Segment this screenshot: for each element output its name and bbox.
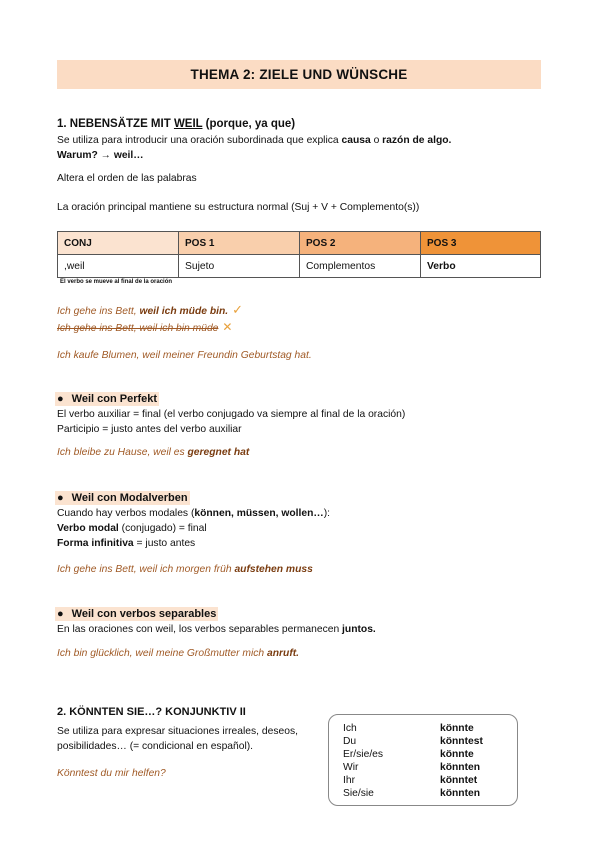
check-icon: ✓ [232, 302, 244, 317]
section1-heading-post: (porque, ya que) [202, 118, 296, 130]
perfekt-example-bold: geregnet hat [187, 447, 250, 458]
conjugation-row [343, 775, 503, 787]
example-incorrect-text: Ich gehe ins Bett, weil ich bin müde [57, 323, 219, 334]
perfekt-heading-text: Weil con Perfekt [71, 393, 158, 405]
word-order-table [57, 231, 541, 278]
section1-heading [57, 118, 295, 130]
conjugation-row [343, 736, 503, 748]
pronoun: Er/sie/es [343, 749, 384, 760]
pronoun: Sie/sie [343, 788, 374, 799]
verb-form: könnte [440, 749, 474, 760]
bullet-icon: ● [57, 492, 64, 504]
modal-line1-bold: können, müssen, wollen… [194, 508, 324, 519]
bullet-icon: ● [57, 608, 64, 620]
modal-example-text: Ich gehe ins Bett, weil ich morgen früh [57, 564, 235, 575]
conjugation-row [343, 788, 503, 800]
table-cell-pos3: Verbo [421, 255, 541, 278]
altera-line: Altera el orden de las palabras [57, 173, 197, 184]
table-header-pos2: POS 2 [300, 232, 421, 255]
verb-form: könnten [440, 788, 481, 799]
modal-line3 [57, 537, 195, 551]
modal-example [57, 564, 313, 575]
table-note: El verbo se mueve al final de la oración [60, 279, 173, 285]
page-title [57, 60, 541, 89]
pronoun: Ihr [343, 775, 356, 786]
conjugation-row [343, 762, 503, 774]
bullet-icon: ● [57, 393, 64, 405]
section2-example: Könntest du mir helfen? [57, 768, 166, 779]
modal-line2-bold: Verbo modal [57, 523, 119, 534]
verb-form: könntest [440, 736, 483, 747]
perfekt-heading [55, 392, 159, 406]
table-header-row [58, 232, 541, 255]
table-header-pos3: POS 3 [421, 232, 541, 255]
cross-icon: ✕ [222, 320, 233, 334]
conjugation-row [343, 723, 503, 735]
example-correct-text: Ich gehe ins Bett, [57, 306, 140, 317]
section1-heading-word: WEIL [173, 118, 203, 130]
separables-heading-text: Weil con verbos separables [71, 608, 217, 620]
table-header-conj: CONJ [58, 232, 179, 255]
modal-line1 [57, 507, 330, 521]
perfekt-example-text: Ich bleibe zu Hause, weil es [57, 447, 188, 458]
modal-line3-post: = justo antes [133, 538, 196, 549]
pronoun: Wir [343, 762, 359, 773]
separables-example [57, 648, 299, 659]
pronoun: Du [343, 736, 357, 747]
example-blumen: Ich kaufe Blumen, weil meiner Freundin Geburtstag hat. [57, 350, 312, 361]
modal-line2-post: (conjugado) = final [118, 523, 207, 534]
example-correct-bold: weil ich müde bin. [139, 306, 229, 317]
intro-mid: o [370, 135, 383, 146]
example-incorrect [57, 320, 232, 334]
perfekt-example [57, 447, 249, 458]
modal-example-bold: aufstehen muss [234, 564, 313, 575]
modal-line1-post: ): [323, 508, 330, 519]
modal-line2 [57, 522, 207, 536]
separables-example-bold: anruft. [267, 648, 300, 659]
table-row [58, 255, 541, 278]
table-cell-pos2: Complementos [300, 255, 421, 278]
section1-intro [57, 134, 451, 148]
section2-line1: Se utiliza para expresar situaciones irreales, deseos, [57, 726, 298, 737]
intro-bold-razon: razón de algo. [382, 135, 452, 146]
section2-heading: 2. KÖNNTEN SIE…? KONJUNKTIV II [57, 706, 246, 718]
modal-heading [55, 491, 190, 505]
section1-heading-pre: 1. NEBENSÄTZE MIT [57, 118, 174, 130]
perfekt-line1: El verbo auxiliar = final (el verbo conjugado va siempre al final de la oración) [57, 409, 406, 420]
separables-heading [55, 607, 218, 621]
warum-line: Warum? → weil… [57, 150, 144, 161]
page-title-text: THEMA 2: ZIELE UND WÜNSCHE [190, 67, 408, 82]
section2-line2: posibilidades… (= condicional en español). [57, 741, 254, 752]
separables-line1 [57, 623, 376, 637]
modal-line1-pre: Cuando hay verbos modales ( [57, 508, 195, 519]
pronoun: Ich [343, 723, 357, 734]
table-cell-pos1: Sujeto [179, 255, 300, 278]
intro-bold-causa: causa [341, 135, 371, 146]
perfekt-line2: Participio = justo antes del verbo auxiliar [57, 424, 242, 435]
conjugation-box [328, 714, 518, 806]
separables-line1-pre: En las oraciones con weil, los verbos separables permanecen [57, 624, 343, 635]
verb-form: könnte [440, 723, 474, 734]
conjugation-row [343, 749, 503, 761]
table-header-pos1: POS 1 [179, 232, 300, 255]
modal-line3-bold: Forma infinitiva [57, 538, 134, 549]
separables-example-text: Ich bin glücklich, weil meine Großmutter mich [57, 648, 268, 659]
example-correct [57, 302, 243, 318]
principal-line: La oración principal mantiene su estructura normal (Suj + V + Complemento(s)) [57, 202, 420, 213]
separables-line1-bold: juntos. [342, 624, 376, 635]
intro-text: Se utiliza para introducir una oración subordinada que explica [57, 135, 342, 146]
verb-form: könnten [440, 762, 481, 773]
modal-heading-text: Weil con Modalverben [71, 492, 188, 504]
verb-form: könntet [440, 775, 478, 786]
table-cell-conj: ,weil [58, 255, 179, 278]
